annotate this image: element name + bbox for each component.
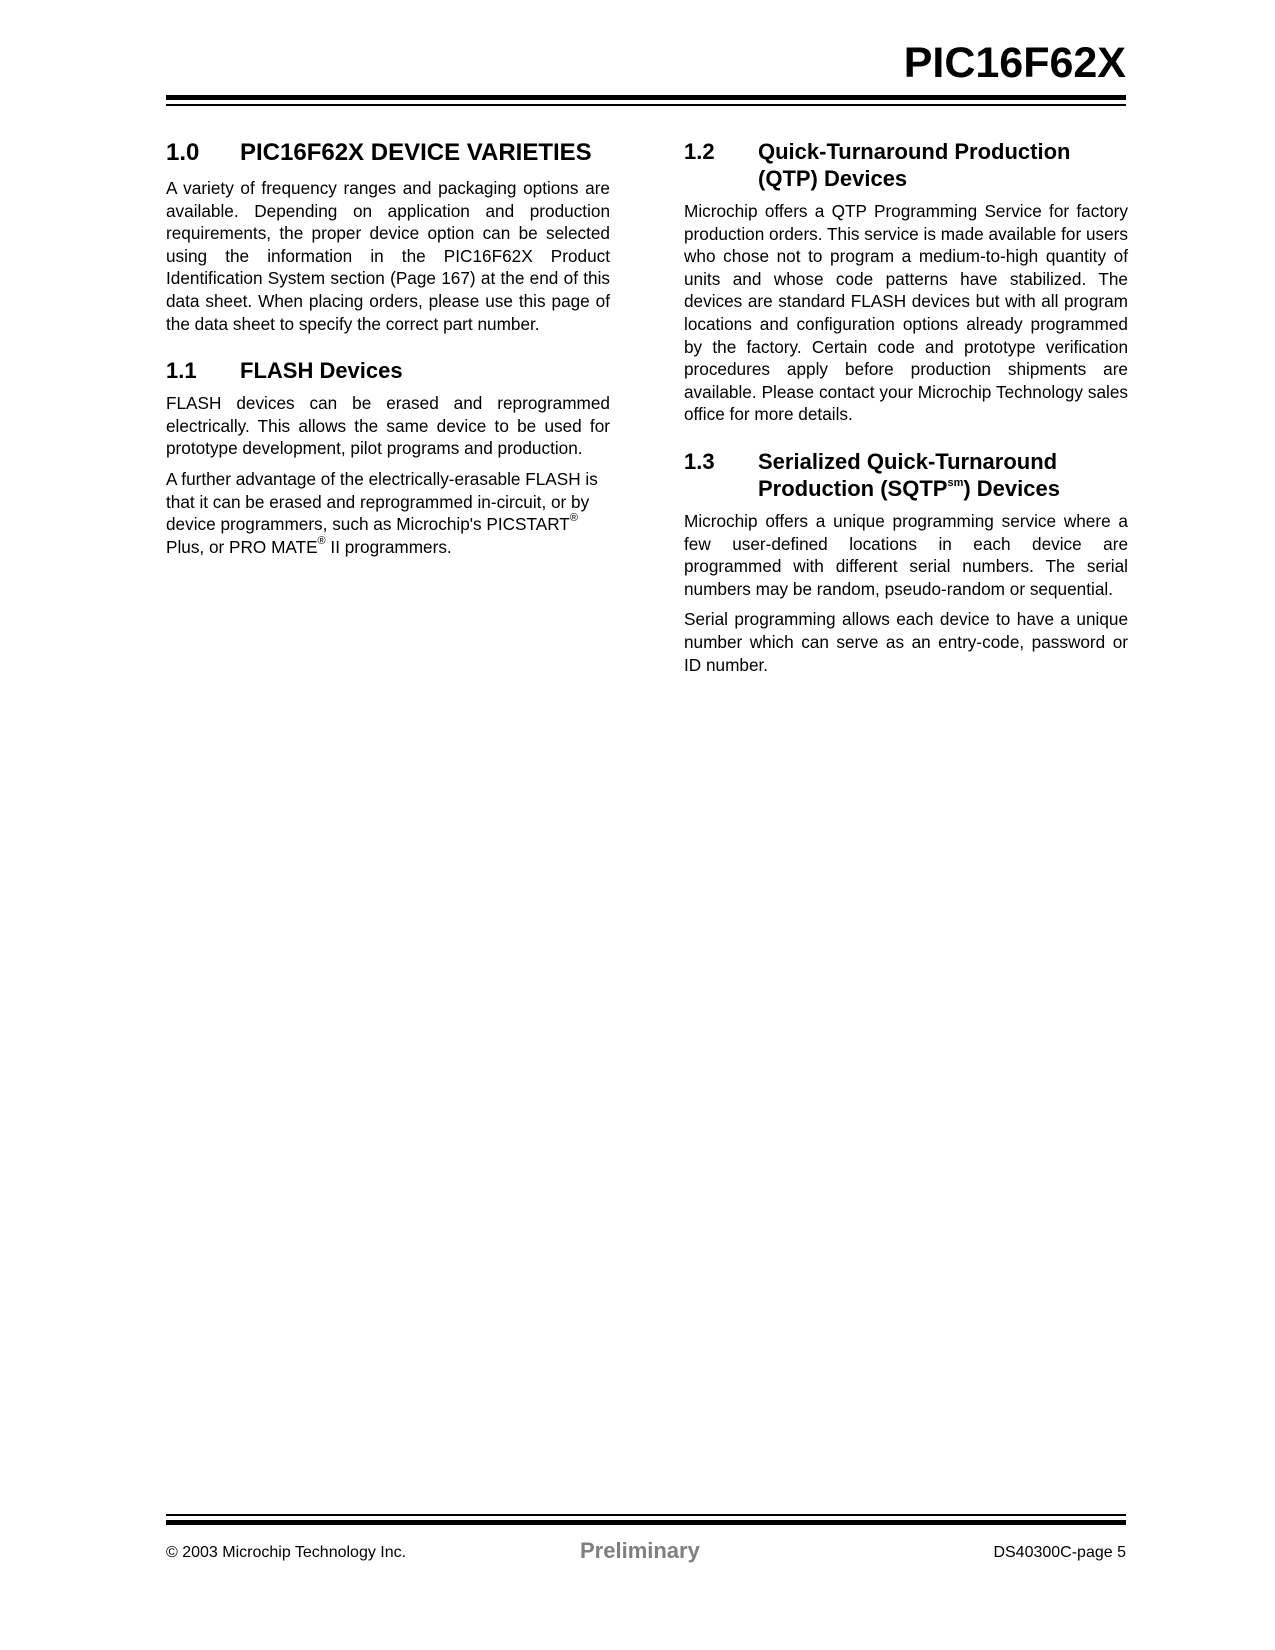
section-title-line: ) Devices [963,475,1060,501]
section-title-line: Production (SQTP [758,475,948,501]
section-1-1-paragraph-2 [166,468,610,558]
section-1-1-paragraph-1: FLASH devices can be erased and reprogrammed electrically. This allows the same device to be used for prototype development, pilot programs and production. [166,393,610,459]
section-number: 1.2 [684,139,715,164]
right-column [684,138,1128,684]
section-number: 1.1 [166,358,197,384]
section-1-0-paragraph: A variety of frequency ranges and packaging options are available. Depending on application and production requirements, the proper device option can be selected using the information in the PIC16F62X Product Identification System section (Page 167) at the end of this data sheet. When placing orders, please use this page of the data sheet to specify the correct part number. [166,178,610,334]
footer-copyright: © 2003 Microchip Technology Inc. [166,1544,407,1561]
section-title: FLASH Devices [240,358,403,384]
left-column [166,138,610,566]
footer-rule-thick [166,1520,1126,1525]
section-heading-1-0 [166,138,610,168]
section-title-line: Quick-Turnaround Production [758,139,1071,164]
page-header-title: PIC16F62X [903,39,1126,87]
section-1-2-paragraph: Microchip offers a QTP Programming Service for factory production orders. This service is made available for users who chose not to program a medium-to-high quantity of units and whose code patterns have stabilized. The devices are standard FLASH devices but with all program locations and configuration options already programmed by the factory. Certain code and prototype verification procedures apply before production shipments are available. Please contact your Microchip Technology sales office for more details. [684,201,1128,425]
section-title-line: Serialized Quick-Turnaround [758,448,1058,474]
paragraph-text: II programmers. [325,536,452,557]
paragraph-text: Plus, or PRO MATE [166,536,318,557]
section-1-3-paragraph-2: Serial programming allows each device to have a unique number which can serve as an entry-code, password or ID number. [684,609,1128,675]
service-mark: sm [947,476,964,489]
section-1-3-paragraph-1: Microchip offers a unique programming service where a few user-defined locations in each device are programmed with different serial numbers. The serial numbers may be random, pseudo-random or sequential. [684,510,1128,599]
section-number: 1.0 [166,139,200,166]
registered-mark: ® [317,534,326,547]
header-rule-thin [166,104,1126,106]
paragraph-text: A further advantage of the electrically-erasable FLASH is that it can be erased and reprogrammed in-circuit, or by device programmers, such as Microchip's PICSTART [166,468,598,535]
header-rule-thick [166,95,1126,100]
footer-status: Preliminary [580,1538,700,1563]
footer-page-ref: DS40300C-page 5 [993,1544,1126,1561]
section-title [758,138,1128,192]
section-title-line: (QTP) Devices [758,166,908,191]
registered-mark: ® [569,512,578,525]
section-number: 1.3 [684,448,715,474]
footer-rule-thin [166,1514,1126,1516]
section-title: PIC16F62X DEVICE VARIETIES [240,139,592,166]
section-heading-1-1 [166,357,610,384]
section-title [758,448,1128,502]
section-heading-1-2 [684,138,1128,192]
section-heading-1-3 [684,448,1128,502]
